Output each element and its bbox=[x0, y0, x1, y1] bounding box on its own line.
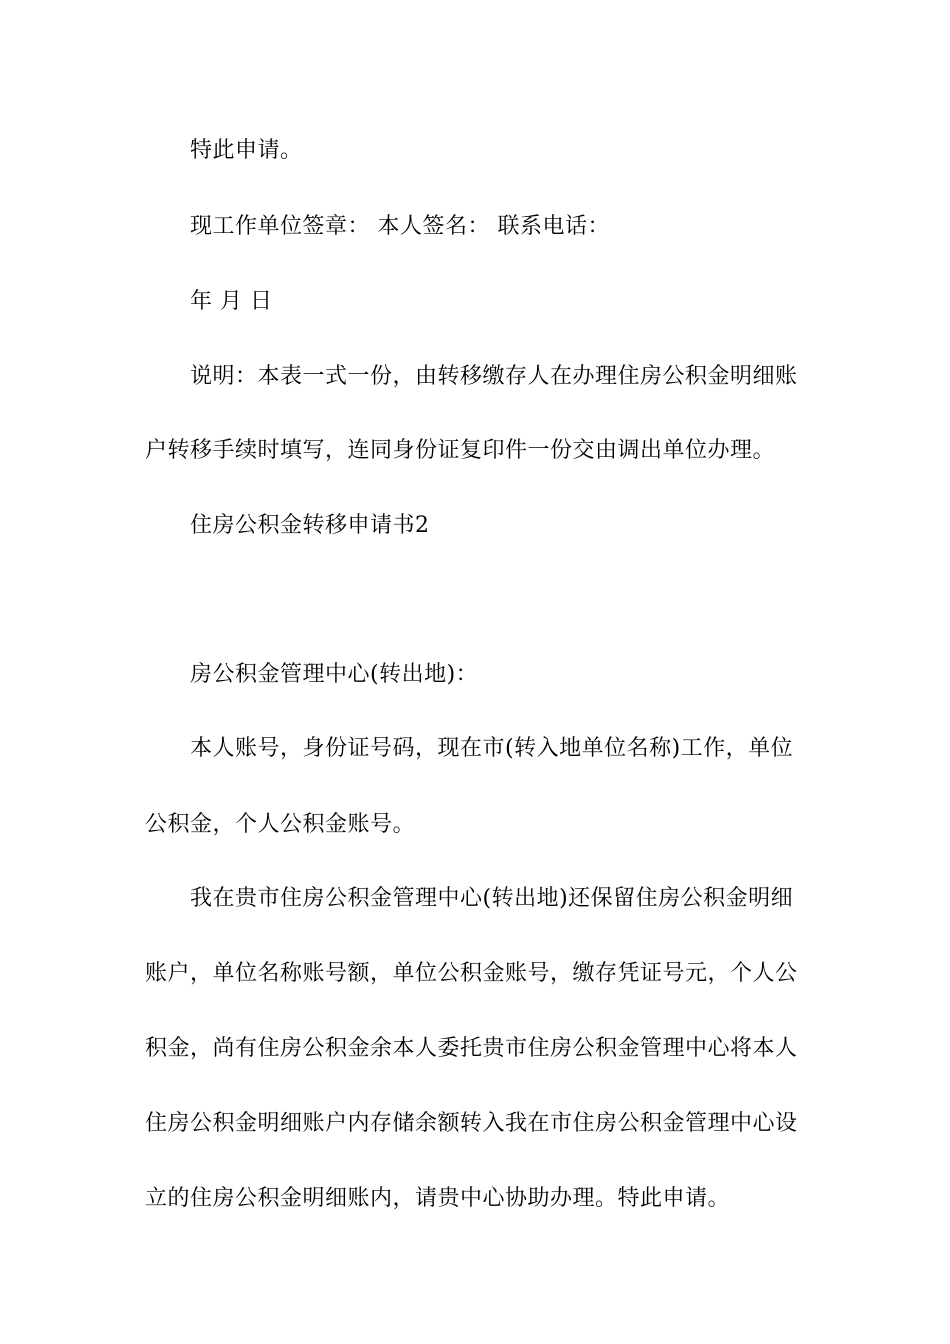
signature-fields: 现工作单位签章： 本人签名： 联系电话： bbox=[190, 214, 610, 239]
note-line-1: 说明：本表一式一份，由转移缴存人在办理住房公积金明细账 bbox=[190, 364, 798, 389]
addressee: 房公积金管理中心(转出地)： bbox=[190, 662, 479, 687]
date-fields: 年 月 日 bbox=[190, 289, 273, 314]
body-line-6: 住房公积金明细账户内存储余额转入我在市住房公积金管理中心设 bbox=[145, 1111, 798, 1136]
body-line-4: 账户，单位名称账号额，单位公积金账号，缴存凭证号元，个人公 bbox=[145, 961, 798, 986]
closing-text: 特此申请。 bbox=[190, 138, 303, 163]
note-line-2: 户转移手续时填写，连同身份证复印件一份交由调出单位办理。 bbox=[145, 438, 776, 463]
body-line-5: 积金，尚有住房公积金余本人委托贵市住房公积金管理中心将本人 bbox=[145, 1036, 798, 1061]
body-line-3: 我在贵市住房公积金管理中心(转出地)还保留住房公积金明细 bbox=[190, 886, 794, 911]
body-line-7: 立的住房公积金明细账内，请贵中心协助办理。特此申请。 bbox=[145, 1186, 731, 1211]
body-line-1: 本人账号，身份证号码，现在市(转入地单位名称)工作，单位 bbox=[190, 736, 794, 761]
body-line-2: 公积金，个人公积金账号。 bbox=[145, 812, 416, 837]
section-heading: 住房公积金转移申请书2 bbox=[190, 513, 430, 538]
